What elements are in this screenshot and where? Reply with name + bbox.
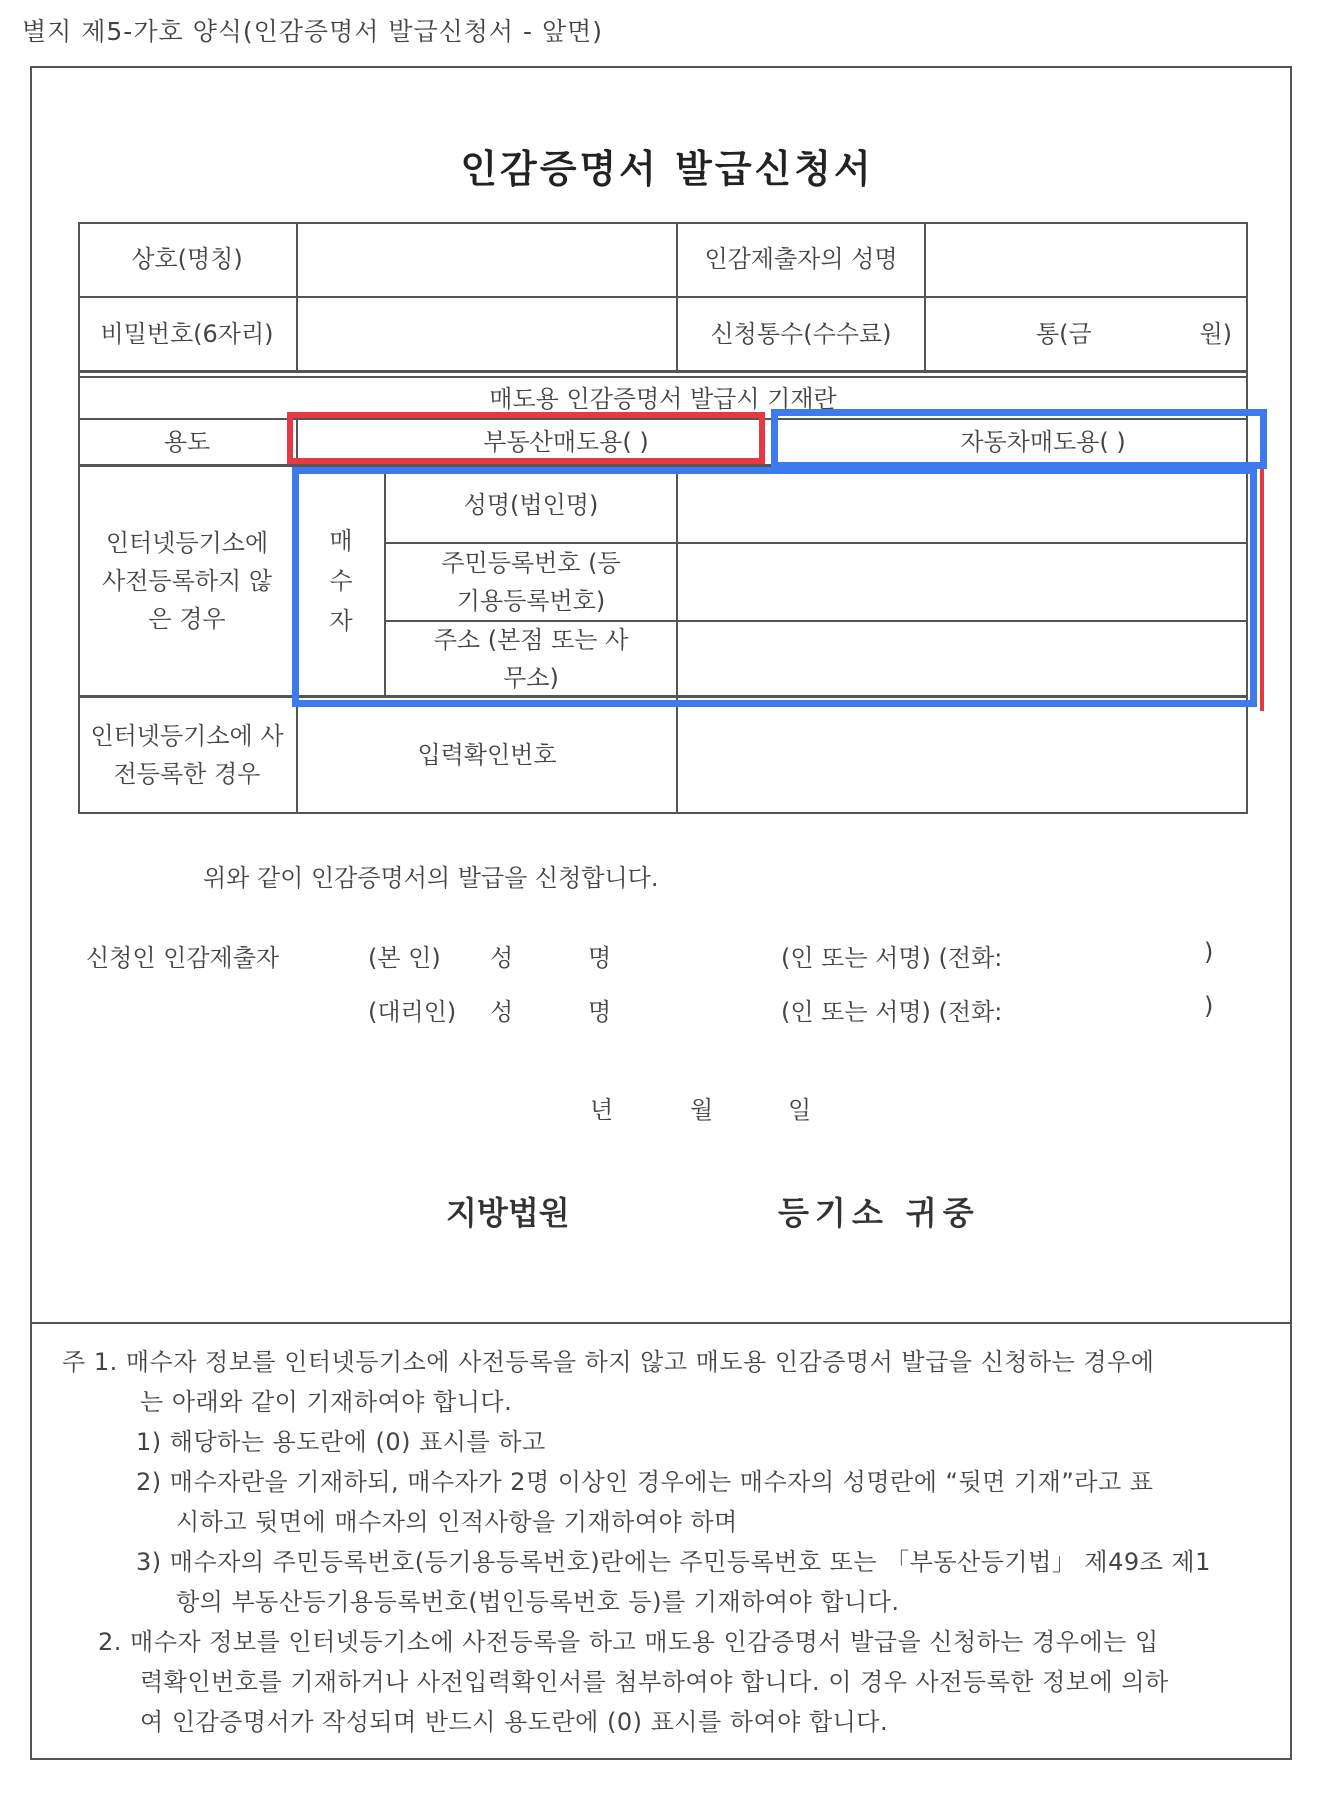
buyer-name-label: 성명(법인명) <box>463 490 599 519</box>
note-line: 항의 부동산등기용등록번호(법인등록번호 등)를 기재하여야 합니다. <box>176 1588 900 1616</box>
registry-office: 등기소 귀중 <box>778 1194 980 1232</box>
page-title: 인감증명서 발급신청서 <box>460 146 874 191</box>
date-day: 일 <box>788 1096 812 1124</box>
notes-divider <box>30 1322 1292 1324</box>
business-name-field[interactable] <box>298 222 676 296</box>
proxy-sign-phone[interactable]: (인 또는 서명) (전화: <box>781 998 1003 1026</box>
proxy-name-char2: 명 <box>588 998 612 1026</box>
not-preregistered-label: 인터넷등기소에 사전등록하지 않은 경우 <box>102 529 272 633</box>
row-divider <box>78 370 1248 373</box>
copies-prefix: 통(금 <box>1036 320 1092 348</box>
date-year: 년 <box>590 1096 614 1124</box>
note-line: 시하고 뒷면에 매수자의 인적사항을 기재하여야 하며 <box>176 1508 738 1536</box>
application-statement: 위와 같이 인감증명서의 발급을 신청합니다. <box>203 864 659 892</box>
copies-suffix: 원) <box>1199 320 1232 348</box>
self-sign-phone[interactable]: (인 또는 서명) (전화: <box>781 944 1003 972</box>
note-line: 는 아래와 같이 기재하여야 합니다. <box>140 1388 513 1416</box>
proxy-close-paren: ) <box>1204 992 1214 1020</box>
usage-label: 용도 <box>163 428 211 456</box>
confirmation-number-field[interactable] <box>678 698 1246 812</box>
real-estate-highlight-box <box>287 412 765 464</box>
note-line: 2) 매수자란을 기재하되, 매수자가 2명 이상인 경우에는 매수자의 성명란에 “뒷면 기재”라고 표 <box>136 1468 1154 1496</box>
date-month: 월 <box>690 1096 714 1124</box>
copies-fee-label: 신청통수(수수료) <box>710 320 892 348</box>
self-name-char1: 성 <box>490 944 514 972</box>
buyer-label: 매수자 <box>329 527 353 635</box>
sale-section-header: 매도용 인감증명서 발급시 기재란 <box>489 385 837 413</box>
seal-holder-name-label: 인감제출자의 성명 <box>704 245 898 273</box>
password-label: 비밀번호(6자리) <box>100 320 274 348</box>
table-border-bottom <box>78 812 1248 814</box>
note-line: 여 인감증명서가 작성되며 반드시 용도란에 (0) 표시를 하여야 합니다. <box>140 1708 889 1736</box>
password-field[interactable] <box>298 298 676 370</box>
vehicle-sale-highlight-box <box>771 409 1267 469</box>
preregistered-label: 인터넷등기소에 사전등록한 경우 <box>90 722 284 788</box>
buyer-address-label: 주소 (본점 또는 사무소) <box>433 625 629 692</box>
seal-holder-name-field[interactable] <box>926 222 1246 296</box>
business-name-label: 상호(명칭) <box>131 245 243 273</box>
real-estate-sale-checkbox[interactable]: 부동산매도용( ) <box>483 428 649 456</box>
self-name-char2: 명 <box>588 944 612 972</box>
note-line: 2. 매수자 정보를 인터넷등기소에 사전등록을 하고 매도용 인감증명서 발급을 신청하는 경우에는 입 <box>98 1628 1159 1656</box>
note-line: 3) 매수자의 주민등록번호(등기용등록번호)란에는 주민등록번호 또는 「부동산등기법」 제49조 제1 <box>136 1548 1211 1576</box>
self-close-paren: ) <box>1204 938 1214 966</box>
proxy-name-char1: 성 <box>490 998 514 1026</box>
vehicle-sale-checkbox[interactable]: 자동차매도용( ) <box>960 428 1126 456</box>
confirmation-number-label: 입력확인번호 <box>417 741 557 769</box>
applicant-label: 신청인 인감제출자 <box>86 944 280 972</box>
note-line: 력확인번호를 기재하거나 사전입력확인서를 첨부하여야 합니다. 이 경우 사전등록한 정보에 의하 <box>140 1668 1169 1696</box>
buyer-info-highlight-box <box>292 467 1257 707</box>
proxy-role: (대리인) <box>368 998 457 1026</box>
buyer-id-number-label: 주민등록번호 (등기용등록번호) <box>441 549 621 615</box>
copies-fee-field[interactable] <box>926 298 1246 370</box>
note-line: 주 1. 매수자 정보를 인터넷등기소에 사전등록을 하지 않고 매도용 인감증명서 발급을 신청하는 경우에 <box>62 1348 1155 1376</box>
self-role: (본 인) <box>368 944 441 972</box>
note-line: 1) 해당하는 용도란에 (0) 표시를 하고 <box>136 1428 546 1456</box>
district-court: 지방법원 <box>446 1194 570 1232</box>
form-number-label: 별지 제5-가호 양식(인감증명서 발급신청서 - 앞면) <box>22 17 604 46</box>
